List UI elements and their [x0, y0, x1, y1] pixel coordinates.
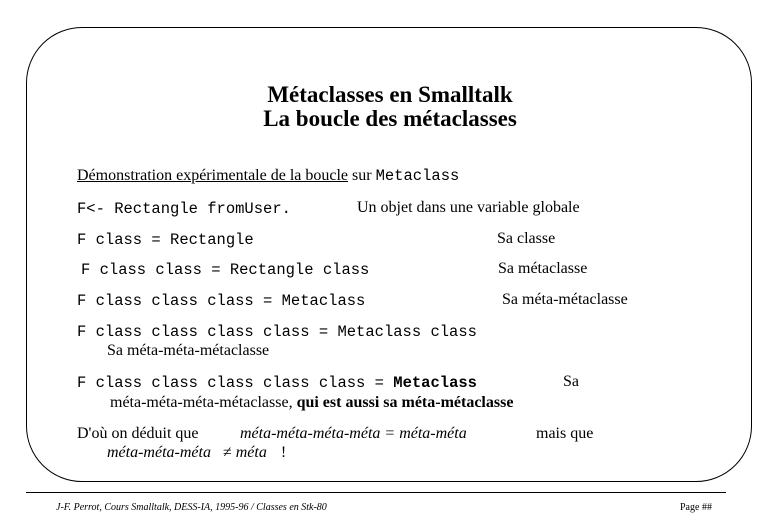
intro-underlined: Démonstration expérimentale de la boucle: [77, 167, 349, 184]
code-line-4: F class class class = Metaclass: [77, 292, 366, 310]
conclusion-prefix: D'où on déduit que: [77, 425, 199, 442]
code-line-6-text: F class class class class class =: [77, 374, 394, 392]
conclusion-mais: mais que: [536, 425, 594, 442]
code-line-3: F class class = Rectangle class: [81, 261, 370, 279]
code-line-2: F class = Rectangle: [77, 231, 254, 249]
comment-line-5: Sa méta-méta-métaclasse: [107, 342, 270, 359]
not-equal-icon: ≠: [222, 444, 232, 461]
code-line-1: F<- Rectangle fromUser.: [77, 200, 291, 218]
comment-line-3: Sa métaclasse: [498, 260, 588, 277]
eq2-bang: !: [280, 444, 287, 461]
intro-middle: sur: [348, 167, 376, 184]
eq2-right: méta: [235, 444, 267, 461]
footer-page: Page ##: [680, 502, 712, 513]
comment-line-2: Sa classe: [497, 230, 556, 247]
conclusion-equation-2: [107, 444, 286, 462]
comment-line-6-text: méta-méta-méta-métaclasse,: [110, 394, 297, 411]
intro-line: [77, 167, 459, 185]
intro-code: Metaclass: [375, 167, 460, 185]
comment-line-6-start: Sa: [563, 373, 579, 390]
conclusion-equation-1: méta-méta-méta-méta = méta-méta: [240, 425, 467, 442]
slide-title: Métaclasses en Smalltalk: [267, 82, 513, 107]
slide-subtitle: La boucle des métaclasses: [263, 106, 517, 131]
code-line-6: [77, 374, 477, 392]
comment-line-4: Sa méta-métaclasse: [502, 291, 628, 308]
code-line-6-bold: Metaclass: [393, 374, 477, 392]
eq2-left: méta-méta-méta: [107, 444, 211, 461]
footer-credit: J-F. Perrot, Cours Smalltalk, DESS-IA, 1995-96 / Classes en Stk-80: [56, 502, 327, 513]
footer-rule: [26, 492, 726, 493]
comment-line-1: Un objet dans une variable globale: [357, 199, 580, 216]
code-line-5: F class class class class = Metaclass class: [77, 323, 477, 341]
comment-line-6-bold: qui est aussi sa méta-métaclasse: [296, 394, 514, 411]
comment-line-6-cont: [110, 394, 513, 412]
